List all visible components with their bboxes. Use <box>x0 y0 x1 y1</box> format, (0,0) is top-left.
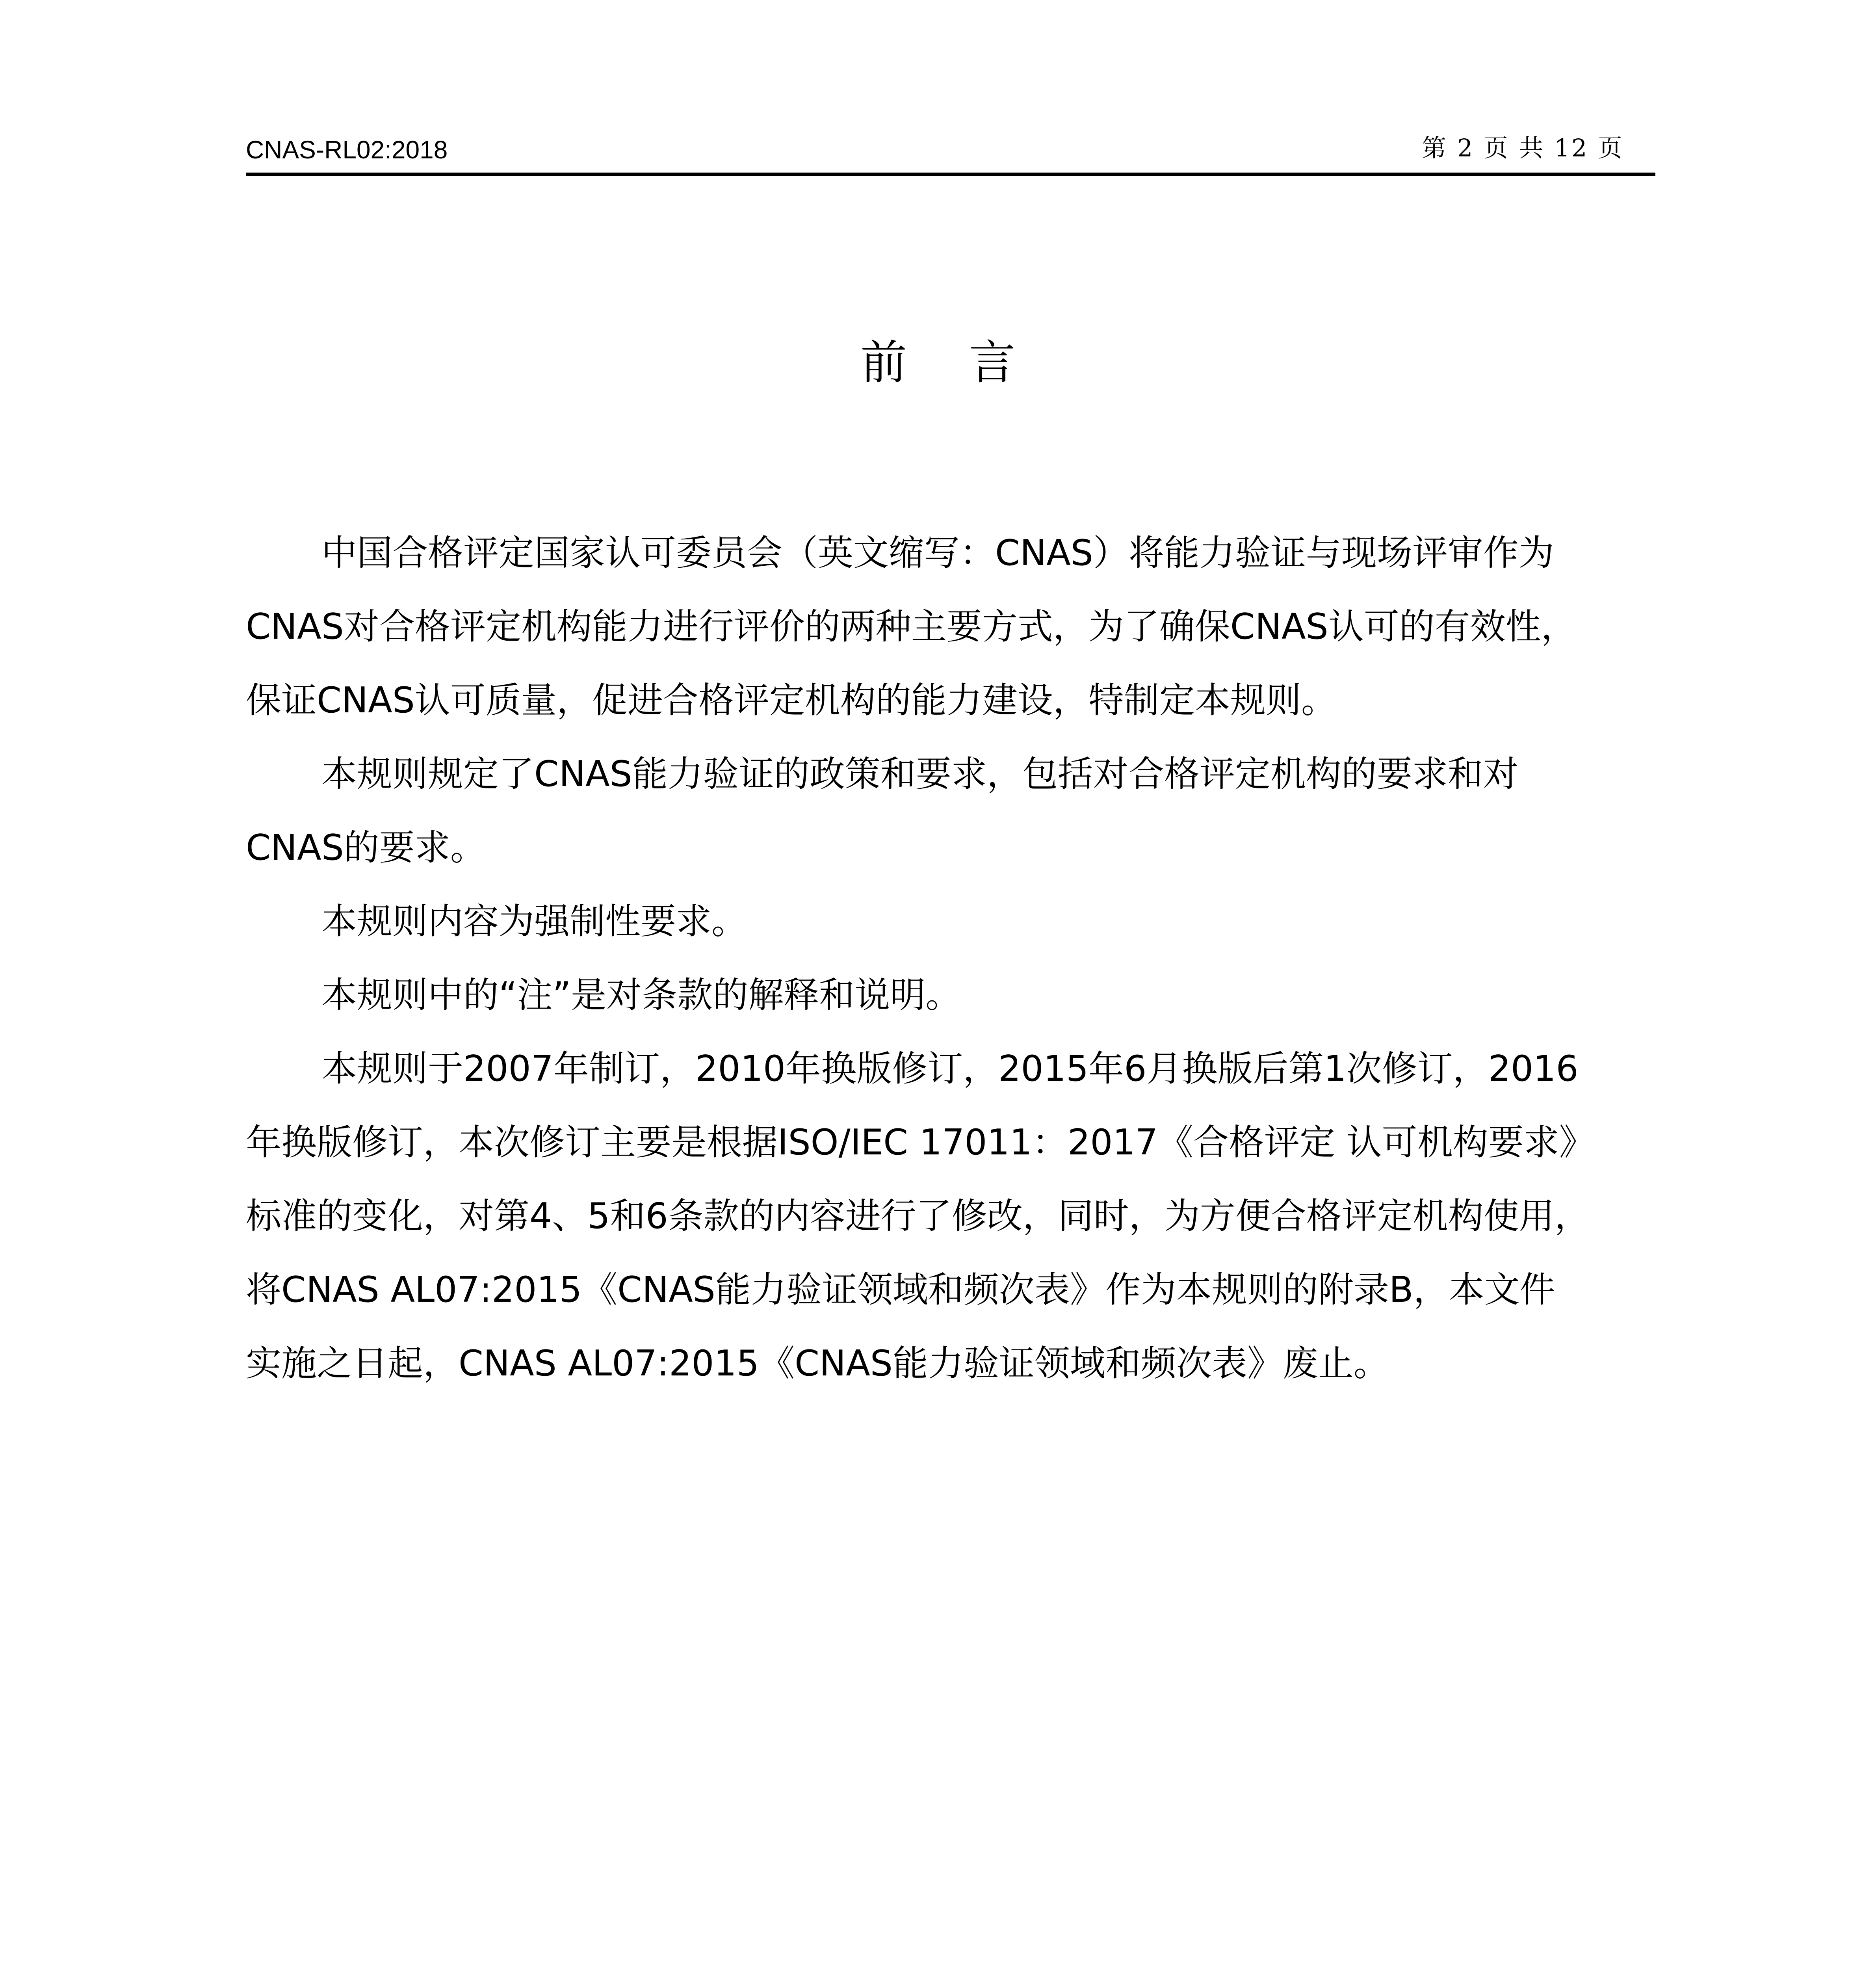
paragraph-line: CNAS对合格评定机构能力进行评价的两种主要方式，为了确保CNAS认可的有效性， <box>246 606 1577 647</box>
paragraph-line: 标准的变化，对第4、5和6条款的内容进行了修改，同时，为方便合格评定机构使用， <box>246 1195 1590 1237</box>
paragraph-line: CNAS的要求。 <box>246 827 486 868</box>
paragraph-line: 本规则于2007年制订，2010年换版修订，2015年6月换版后第1次修订，2016 <box>321 1048 1579 1089</box>
paragraph-line: 本规则内容为强制性要求。 <box>321 901 747 942</box>
paragraph-3 <box>246 885 1655 958</box>
paragraph-line: 本规则中的“注”是对条款的解释和说明。 <box>321 974 961 1016</box>
page-title: 前 言 <box>860 335 1039 390</box>
paragraph-line: 将CNAS AL07:2015《CNAS能力验证领域和频次表》作为本规则的附录B，本文件 <box>246 1269 1555 1310</box>
paragraph-line: 年换版修订，本次修订主要是根据ISO/IEC 17011：2017《合格评定 认可机构要求》 <box>246 1122 1595 1163</box>
paragraph-4 <box>246 958 1655 1032</box>
paragraph-line: 实施之日起，CNAS AL07:2015《CNAS能力验证领域和频次表》废止。 <box>246 1343 1389 1384</box>
document-body <box>246 516 1655 1400</box>
paragraph-line: 本规则规定了CNAS能力验证的政策和要求，包括对合格评定机构的要求和对 <box>321 753 1519 795</box>
paragraph-2 <box>246 737 1655 885</box>
page-number: 第 2 页 共 12 页 <box>1422 134 1624 162</box>
document-code: CNAS-RL02:2018 <box>246 136 448 164</box>
header-divider <box>246 173 1655 176</box>
paragraph-line: 中国合格评定国家认可委员会（英文缩写：CNAS）将能力验证与现场评审作为 <box>321 532 1554 574</box>
paragraph-1 <box>246 516 1655 737</box>
paragraph-line: 保证CNAS认可质量，促进合格评定机构的能力建设，特制定本规则。 <box>246 680 1337 721</box>
paragraph-5 <box>246 1032 1655 1400</box>
